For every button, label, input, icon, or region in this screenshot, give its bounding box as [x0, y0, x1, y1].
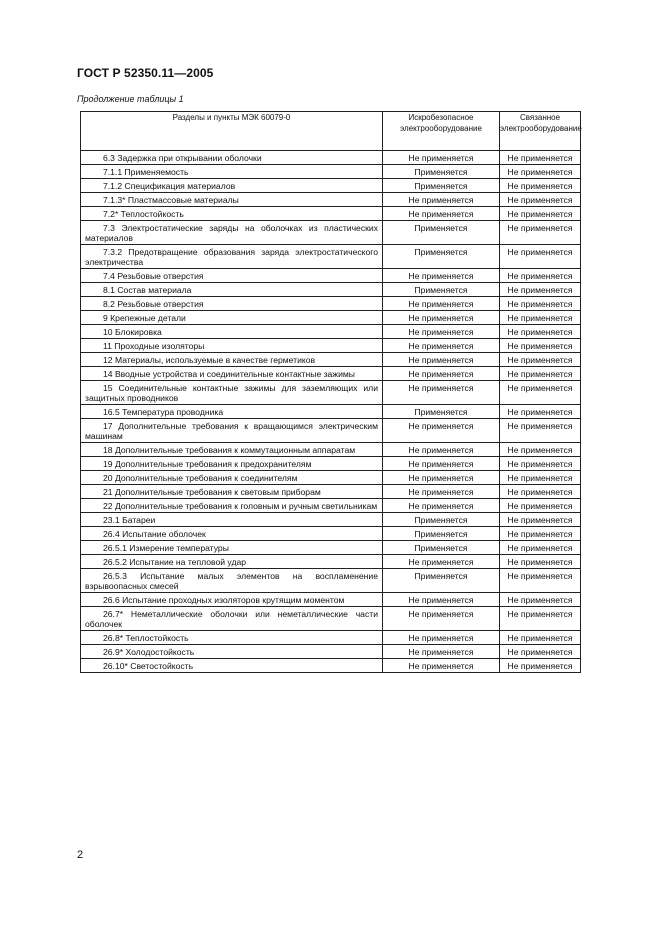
intrinsic-status-cell: Не применяется — [383, 193, 500, 207]
intrinsic-status-cell: Применяется — [383, 179, 500, 193]
intrinsic-status-cell: Не применяется — [383, 631, 500, 645]
intrinsic-status-cell: Не применяется — [383, 311, 500, 325]
associated-status-cell: Не применяется — [500, 207, 581, 221]
section-cell: 9 Крепежные детали — [81, 311, 383, 325]
associated-status-cell: Не применяется — [500, 419, 581, 443]
intrinsic-status-cell: Применяется — [383, 405, 500, 419]
associated-status-cell: Не применяется — [500, 311, 581, 325]
header-intrinsic-safe: Искробезопасное электрооборудование — [383, 112, 500, 151]
associated-status-cell: Не применяется — [500, 443, 581, 457]
associated-status-cell: Не применяется — [500, 569, 581, 593]
associated-status-cell: Не применяется — [500, 353, 581, 367]
table-row — [81, 207, 581, 221]
section-cell: 16.5 Температура проводника — [81, 405, 383, 419]
table-row — [81, 297, 581, 311]
intrinsic-status-cell: Не применяется — [383, 457, 500, 471]
table-row — [81, 471, 581, 485]
table-row — [81, 659, 581, 673]
intrinsic-status-cell: Не применяется — [383, 353, 500, 367]
associated-status-cell: Не применяется — [500, 457, 581, 471]
section-cell: 26.5.3 Испытание малых элементов на воспламенение взрывоопасных смесей — [81, 569, 383, 593]
associated-status-cell: Не применяется — [500, 297, 581, 311]
intrinsic-status-cell: Применяется — [383, 541, 500, 555]
associated-status-cell: Не применяется — [500, 607, 581, 631]
section-cell: 26.5.2 Испытание на тепловой удар — [81, 555, 383, 569]
intrinsic-status-cell: Не применяется — [383, 207, 500, 221]
intrinsic-status-cell: Не применяется — [383, 607, 500, 631]
section-cell: 26.5.1 Измерение температуры — [81, 541, 383, 555]
intrinsic-status-cell: Применяется — [383, 165, 500, 179]
associated-status-cell: Не применяется — [500, 193, 581, 207]
associated-status-cell: Не применяется — [500, 165, 581, 179]
table-row — [81, 645, 581, 659]
intrinsic-status-cell: Не применяется — [383, 443, 500, 457]
intrinsic-status-cell: Применяется — [383, 245, 500, 269]
associated-status-cell: Не применяется — [500, 631, 581, 645]
table-row — [81, 593, 581, 607]
associated-status-cell: Не применяется — [500, 405, 581, 419]
section-cell: 26.9* Холодостойкость — [81, 645, 383, 659]
section-cell: 26.6 Испытание проходных изоляторов крутящим моментом — [81, 593, 383, 607]
associated-status-cell: Не применяется — [500, 659, 581, 673]
intrinsic-status-cell: Не применяется — [383, 297, 500, 311]
section-cell: 17 Дополнительные требования к вращающимся электрическим машинам — [81, 419, 383, 443]
table-row — [81, 499, 581, 513]
associated-status-cell: Не применяется — [500, 555, 581, 569]
section-cell: 26.4 Испытание оболочек — [81, 527, 383, 541]
section-cell: 20 Дополнительные требования к соединителям — [81, 471, 383, 485]
section-cell: 22 Дополнительные требования к головным и ручным светильникам — [81, 499, 383, 513]
intrinsic-status-cell: Не применяется — [383, 659, 500, 673]
intrinsic-status-cell: Применяется — [383, 513, 500, 527]
section-cell: 18 Дополнительные требования к коммутационным аппаратам — [81, 443, 383, 457]
section-cell: 12 Материалы, используемые в качестве герметиков — [81, 353, 383, 367]
table-row — [81, 443, 581, 457]
intrinsic-status-cell: Применяется — [383, 527, 500, 541]
associated-status-cell: Не применяется — [500, 541, 581, 555]
section-cell: 7.2* Теплостойкость — [81, 207, 383, 221]
section-cell: 7.4 Резьбовые отверстия — [81, 269, 383, 283]
intrinsic-status-cell: Применяется — [383, 569, 500, 593]
intrinsic-status-cell: Применяется — [383, 221, 500, 245]
intrinsic-status-cell: Не применяется — [383, 419, 500, 443]
table-row — [81, 311, 581, 325]
table-row — [81, 269, 581, 283]
intrinsic-status-cell: Применяется — [383, 283, 500, 297]
table-row — [81, 353, 581, 367]
table-row — [81, 527, 581, 541]
table-row — [81, 381, 581, 405]
header-sections: Разделы и пункты МЭК 60079-0 — [81, 112, 383, 151]
table-header-row — [81, 112, 581, 151]
section-cell: 14 Вводные устройства и соединительные контактные зажимы — [81, 367, 383, 381]
associated-status-cell: Не применяется — [500, 269, 581, 283]
associated-status-cell: Не применяется — [500, 339, 581, 353]
table-row — [81, 541, 581, 555]
associated-status-cell: Не применяется — [500, 381, 581, 405]
table-row — [81, 283, 581, 297]
section-cell: 15 Соединительные контактные зажимы для заземляющих или защитных проводников — [81, 381, 383, 405]
section-cell: 10 Блокировка — [81, 325, 383, 339]
intrinsic-status-cell: Не применяется — [383, 593, 500, 607]
intrinsic-status-cell: Не применяется — [383, 151, 500, 165]
table-row — [81, 555, 581, 569]
table-row — [81, 631, 581, 645]
page-number: 2 — [77, 849, 84, 861]
table-row — [81, 485, 581, 499]
section-cell: 23.1 Батареи — [81, 513, 383, 527]
intrinsic-status-cell: Не применяется — [383, 367, 500, 381]
table-row — [81, 367, 581, 381]
table-row — [81, 179, 581, 193]
intrinsic-status-cell: Не применяется — [383, 269, 500, 283]
section-cell: 19 Дополнительные требования к предохранителям — [81, 457, 383, 471]
section-cell: 26.10* Светостойкость — [81, 659, 383, 673]
table-row — [81, 339, 581, 353]
section-cell: 11 Проходные изоляторы — [81, 339, 383, 353]
intrinsic-status-cell: Не применяется — [383, 471, 500, 485]
associated-status-cell: Не применяется — [500, 283, 581, 297]
section-cell: 7.3.2 Предотвращение образования заряда электростатического электричества — [81, 245, 383, 269]
section-cell: 6.3 Задержка при открывании оболочки — [81, 151, 383, 165]
table-row — [81, 151, 581, 165]
associated-status-cell: Не применяется — [500, 221, 581, 245]
intrinsic-status-cell: Не применяется — [383, 499, 500, 513]
associated-status-cell: Не применяется — [500, 645, 581, 659]
section-cell: 8.2 Резьбовые отверстия — [81, 297, 383, 311]
associated-status-cell: Не применяется — [500, 151, 581, 165]
table-row — [81, 419, 581, 443]
associated-status-cell: Не применяется — [500, 527, 581, 541]
table-row — [81, 513, 581, 527]
associated-status-cell: Не применяется — [500, 471, 581, 485]
table-row — [81, 325, 581, 339]
intrinsic-status-cell: Не применяется — [383, 381, 500, 405]
requirements-table — [80, 111, 581, 673]
table-caption: Продолжение таблицы 1 — [77, 94, 184, 104]
intrinsic-status-cell: Не применяется — [383, 325, 500, 339]
section-cell: 7.3 Электростатические заряды на оболочках из пластических материалов — [81, 221, 383, 245]
associated-status-cell: Не применяется — [500, 485, 581, 499]
table-row — [81, 245, 581, 269]
section-cell: 7.1.2 Спецификация материалов — [81, 179, 383, 193]
associated-status-cell: Не применяется — [500, 245, 581, 269]
associated-status-cell: Не применяется — [500, 325, 581, 339]
intrinsic-status-cell: Не применяется — [383, 485, 500, 499]
section-cell: 21 Дополнительные требования к световым приборам — [81, 485, 383, 499]
section-cell: 7.1.3* Пластмассовые материалы — [81, 193, 383, 207]
associated-status-cell: Не применяется — [500, 367, 581, 381]
section-cell: 26.8* Теплостойкость — [81, 631, 383, 645]
associated-status-cell: Не применяется — [500, 499, 581, 513]
table-row — [81, 193, 581, 207]
header-associated: Связанное электрооборудование — [500, 112, 581, 151]
table-row — [81, 165, 581, 179]
section-cell: 7.1.1 Применяемость — [81, 165, 383, 179]
intrinsic-status-cell: Не применяется — [383, 555, 500, 569]
associated-status-cell: Не применяется — [500, 179, 581, 193]
intrinsic-status-cell: Не применяется — [383, 645, 500, 659]
table-row — [81, 569, 581, 593]
table-row — [81, 607, 581, 631]
standard-title: ГОСТ Р 52350.11—2005 — [77, 66, 214, 80]
section-cell: 26.7* Неметаллические оболочки или неметаллические части оболочек — [81, 607, 383, 631]
table-row — [81, 405, 581, 419]
section-cell: 8.1 Состав материала — [81, 283, 383, 297]
intrinsic-status-cell: Не применяется — [383, 339, 500, 353]
table-row — [81, 221, 581, 245]
associated-status-cell: Не применяется — [500, 513, 581, 527]
table-row — [81, 457, 581, 471]
associated-status-cell: Не применяется — [500, 593, 581, 607]
